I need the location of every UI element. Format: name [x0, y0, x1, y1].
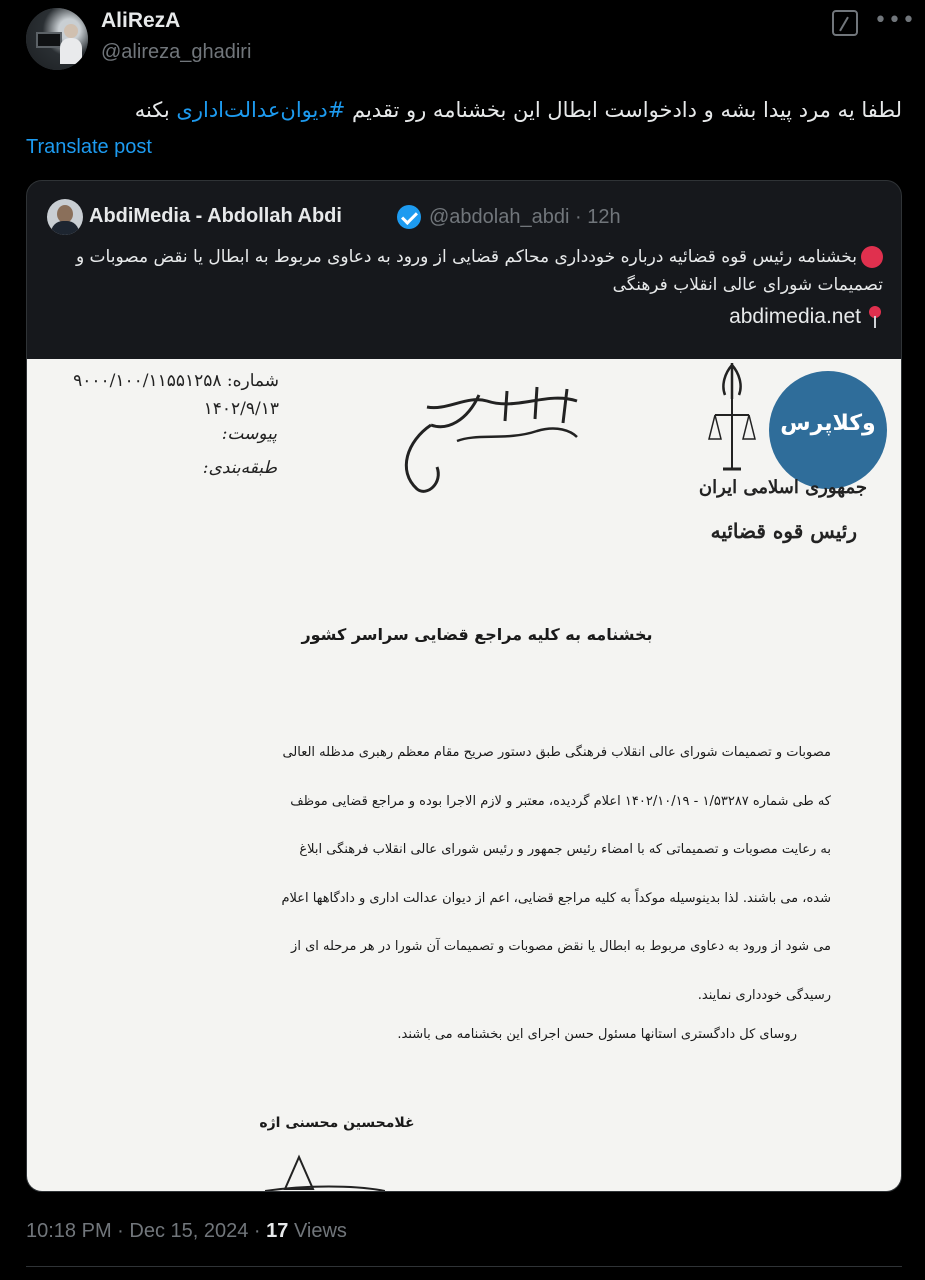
doc-body-line: شده، می باشند. لذا بدینوسیله موکداً به کلیه مراجع قضایی، اعم از دیوان عدالت اداری و دادگاهها اعلام — [281, 890, 831, 906]
author-name[interactable]: AliRezA — [101, 9, 181, 32]
views-count: 17 — [266, 1220, 289, 1242]
doc-signatory: غلامحسین محسنی اژه — [259, 1115, 415, 1131]
red-circle-icon — [861, 246, 883, 268]
document-image[interactable] — [27, 359, 901, 1192]
logo-text: وکلاپرس — [780, 411, 876, 436]
doc-body-line: به رعایت مصوبات و تصمیماتی که با امضاء رئیس جمهور و رئیس شورای عالی انقلاب فرهنگی ابلاغ — [299, 842, 831, 857]
pin-icon — [867, 306, 883, 328]
signature-mark — [265, 1149, 385, 1192]
doc-org-line2: رئیس قوه قضائیه — [710, 519, 857, 543]
more-options-icon[interactable]: ••• — [874, 8, 916, 33]
doc-title: بخشنامه به کلیه مراجع قضایی سراسر کشور — [301, 625, 653, 644]
doc-date: ۱۴۰۲/۹/۱۳ — [203, 399, 279, 419]
doc-number: شماره: ۹۰۰۰/۱۰۰/۱۱۵۵۱۲۵۸ — [73, 371, 279, 391]
doc-footer: روسای کل دادگستری استانها مسئول حسن اجرای این بخشنامه می باشند. — [397, 1027, 797, 1042]
basmala-calligraphy — [387, 371, 587, 496]
doc-org-line1: جمهوری اسلامی ایران — [698, 477, 867, 498]
hashtag-link[interactable]: #دیوان‌عدالت‌اداری — [176, 98, 346, 122]
post-text — [26, 92, 902, 128]
quoted-handle-time: @abdolah_abdi · 12h — [429, 206, 621, 228]
doc-body-line: می شود از ورود به دعاوی مربوط به ابطال یا نقض مصوبات و تصمیمات آن شورا در هر مرحله ای از — [291, 939, 831, 954]
quoted-link[interactable]: abdimedia.net — [729, 305, 861, 328]
doc-number-date — [49, 367, 279, 423]
verified-badge-icon — [397, 205, 421, 229]
post-text-part: لطفا یه مرد پیدا بشه و دادخواست ابطال این بخشنامه رو تقدیم — [345, 98, 902, 122]
iran-emblem-icon — [707, 359, 757, 479]
doc-field-attachment: پیوست: — [221, 424, 277, 444]
author-avatar[interactable] — [26, 8, 88, 70]
quoted-post[interactable] — [26, 180, 902, 1192]
divider — [26, 1266, 902, 1267]
post-timestamp — [26, 1220, 347, 1243]
doc-body-line: که طی شماره ۱/۵۳۲۸۷ - ۱۴۰۲/۱۰/۱۹ اعلام گردیده، معتبر و لازم الاجرا بوده و مراجع قضایی موظف — [290, 793, 831, 809]
quoted-author-avatar — [47, 199, 83, 235]
doc-body-line: مصوبات و تصمیمات شورای عالی انقلاب فرهنگی طبق دستور صریح مقام معظم رهبری مدظله العالی — [282, 745, 831, 760]
quoted-text-body: بخشنامه رئیس قوه قضائیه درباره خودداری محاکم قضایی از ورود به دعاوی مربوط به ابطال یا نقض مصوبات و تصمیمات شورای عالی انقلاب فرهنگی — [75, 247, 883, 295]
quoted-link-line — [47, 305, 883, 329]
translate-post-link[interactable]: Translate post — [26, 136, 152, 158]
post-time[interactable]: 10:18 PM · Dec 15, 2024 · — [26, 1220, 267, 1242]
views-label: Views — [288, 1220, 347, 1242]
vokalapress-logo — [769, 371, 887, 489]
post-text-part: بکنه — [134, 98, 177, 122]
author-handle[interactable]: @alireza_ghadiri — [101, 41, 252, 63]
quoted-author-name: AbdiMedia - Abdollah Abdi — [89, 205, 342, 227]
doc-fields — [177, 417, 277, 485]
doc-field-class: طبقه‌بندی: — [202, 458, 277, 478]
grok-icon[interactable] — [832, 10, 858, 36]
quoted-text — [47, 243, 883, 299]
doc-body — [105, 729, 831, 1020]
doc-body-line: رسیدگی خودداری نمایند. — [697, 987, 831, 1003]
